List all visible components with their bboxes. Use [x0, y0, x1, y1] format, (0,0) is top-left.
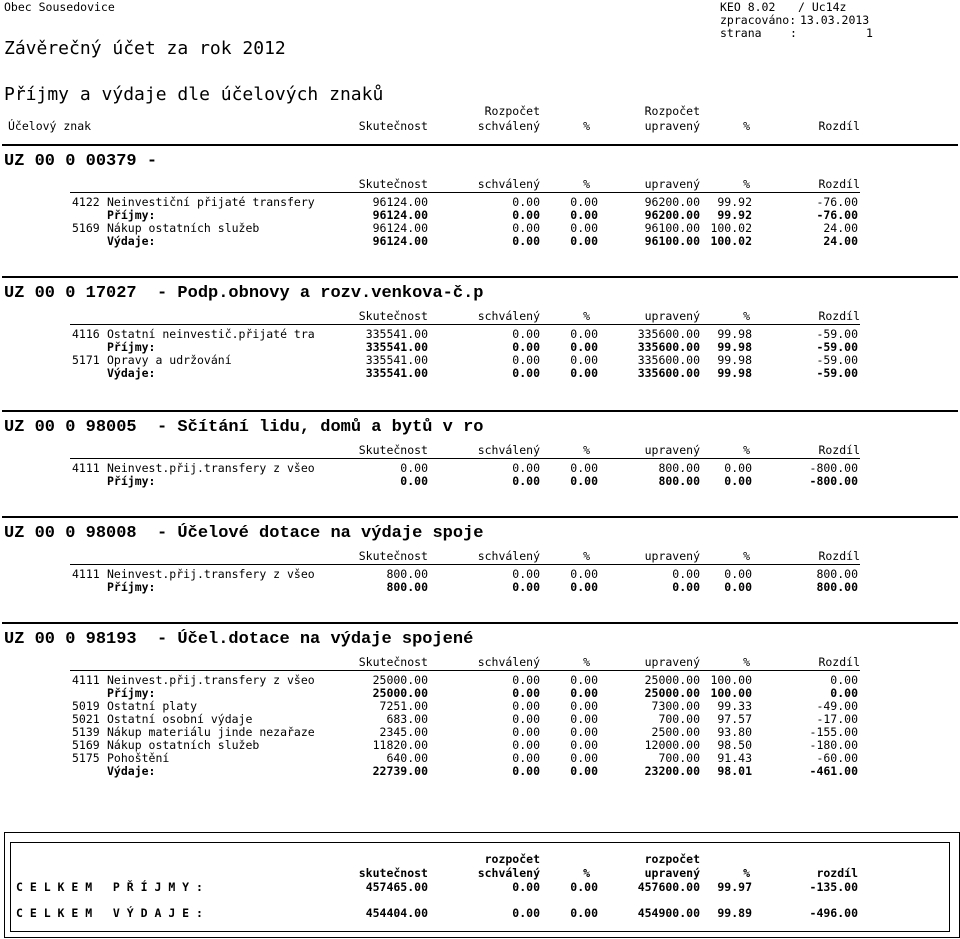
section-head-skutecnost: Skutečnost: [358, 443, 428, 457]
row-upr: 96200.00: [644, 195, 700, 209]
totals-skut: 457465.00: [365, 880, 428, 894]
row-schv: 0.00: [512, 567, 540, 581]
row-p1: 0.00: [570, 340, 598, 354]
row-p1: 0.00: [570, 461, 598, 475]
totals-head-rozdil: rozdíl: [816, 866, 858, 880]
row-p2: 99.98: [717, 340, 752, 354]
section-head-upraveny: upravený: [644, 549, 700, 563]
section-top-rule: [2, 144, 958, 146]
totals-skut: 454404.00: [365, 906, 428, 920]
totals-upr: 454900.00: [637, 906, 700, 920]
page-label: strana: [720, 26, 762, 40]
section-head-rozdil: Rozdíl: [818, 177, 860, 191]
row-skut: 22739.00: [372, 764, 428, 778]
section-head-schvaleny: schválený: [477, 177, 540, 191]
row-p1: 0.00: [570, 327, 598, 341]
section-top-rule: [2, 410, 958, 412]
row-p2: 100.02: [710, 234, 752, 248]
row-p1: 0.00: [570, 725, 598, 739]
section-head-schvaleny: schválený: [477, 655, 540, 669]
section-head-skutecnost: Skutečnost: [358, 655, 428, 669]
colhead-upraveny: upravený: [644, 119, 700, 133]
row-rozdil: 800.00: [816, 580, 858, 594]
row-code: 5169: [72, 738, 100, 752]
totals-p2: 99.97: [717, 880, 752, 894]
row-rozdil: -800.00: [809, 461, 858, 475]
row-skut: 96124.00: [372, 208, 428, 222]
row-p2: 100.00: [710, 686, 752, 700]
colhead-pct-1: %: [583, 119, 590, 133]
row-p1: 0.00: [570, 673, 598, 687]
row-p2: 0.00: [724, 461, 752, 475]
row-schv: 0.00: [512, 712, 540, 726]
row-subtotal-label: Příjmy:: [107, 208, 156, 222]
row-rozdil: -59.00: [816, 353, 858, 367]
colhead-rozdil: Rozdíl: [818, 119, 860, 133]
row-p2: 99.33: [717, 699, 752, 713]
report-title: Závěrečný účet za rok 2012: [4, 38, 286, 59]
row-name: Neinvest.přij.transfery z všeo: [107, 461, 315, 475]
row-subtotal-label: Výdaje:: [107, 366, 156, 380]
row-rozdil: 24.00: [823, 234, 858, 248]
row-skut: 96124.00: [372, 195, 428, 209]
colhead-pct-2: %: [743, 119, 750, 133]
row-code: 5169: [72, 221, 100, 235]
row-rozdil: 0.00: [830, 673, 858, 687]
section-head-pct-2: %: [743, 443, 750, 457]
totals-head-schvaleny: schválený: [477, 866, 540, 880]
row-name: Neinvestiční přijaté transfery: [107, 195, 315, 209]
row-p2: 100.00: [710, 673, 752, 687]
row-code: 4116: [72, 327, 100, 341]
section-head-pct-2: %: [743, 177, 750, 191]
row-schv: 0.00: [512, 751, 540, 765]
row-p2: 98.50: [717, 738, 752, 752]
row-p2: 99.98: [717, 366, 752, 380]
totals-rozdil: -496.00: [809, 906, 858, 920]
row-skut: 25000.00: [372, 686, 428, 700]
section-head-pct-2: %: [743, 309, 750, 323]
row-p1: 0.00: [570, 208, 598, 222]
row-upr: 800.00: [658, 474, 700, 488]
row-code: 4111: [72, 567, 100, 581]
row-schv: 0.00: [512, 686, 540, 700]
section-title: UZ 00 0 00379 -: [4, 152, 158, 171]
row-schv: 0.00: [512, 461, 540, 475]
page-number: 1: [866, 26, 873, 40]
row-skut: 640.00: [386, 751, 428, 765]
row-skut: 800.00: [386, 567, 428, 581]
section-top-rule: [2, 516, 958, 518]
row-p1: 0.00: [570, 353, 598, 367]
totals-p1: 0.00: [570, 880, 598, 894]
row-p1: 0.00: [570, 699, 598, 713]
row-schv: 0.00: [512, 353, 540, 367]
row-name: Neinvest.přij.transfery z všeo: [107, 567, 315, 581]
row-code: 4122: [72, 195, 100, 209]
section-top-rule: [2, 276, 958, 278]
row-name: Neinvest.přij.transfery z všeo: [107, 673, 315, 687]
row-name: Pohoštění: [107, 751, 170, 765]
row-rozdil: -59.00: [816, 340, 858, 354]
row-p2: 0.00: [724, 474, 752, 488]
report-subtitle: Příjmy a výdaje dle účelových znaků: [4, 84, 384, 105]
row-p1: 0.00: [570, 221, 598, 235]
section-title: UZ 00 0 98005 - Sčítání lidu, domů a bytů v ro: [4, 418, 484, 437]
section-head-rozdil: Rozdíl: [818, 549, 860, 563]
colhead-ucel: Účelový znak: [8, 119, 92, 133]
row-schv: 0.00: [512, 340, 540, 354]
totals-upr: 457600.00: [637, 880, 700, 894]
row-skut: 7251.00: [379, 699, 428, 713]
row-p1: 0.00: [570, 686, 598, 700]
colhead-rozpocet-2: Rozpočet: [644, 104, 700, 118]
processed-label: zpracováno:: [720, 13, 797, 27]
totals-p2: 99.89: [717, 906, 752, 920]
report-code: / Uc14z: [798, 0, 847, 14]
keo-version: KEO 8.02: [720, 0, 776, 14]
row-p2: 100.02: [710, 221, 752, 235]
totals-head-pct-1: %: [583, 866, 590, 880]
section-head-upraveny: upravený: [644, 309, 700, 323]
row-schv: 0.00: [512, 580, 540, 594]
section-top-rule: [2, 622, 958, 624]
row-upr: 335600.00: [637, 366, 700, 380]
org-name: Obec Sousedovice: [4, 0, 115, 14]
row-upr: 7300.00: [651, 699, 700, 713]
section-head-rozdil: Rozdíl: [818, 443, 860, 457]
row-rozdil: -17.00: [816, 712, 858, 726]
row-schv: 0.00: [512, 764, 540, 778]
row-subtotal-label: Příjmy:: [107, 474, 156, 488]
section-head-upraveny: upravený: [644, 177, 700, 191]
row-p1: 0.00: [570, 751, 598, 765]
row-code: 4111: [72, 461, 100, 475]
totals-head-pct-2: %: [743, 866, 750, 880]
section-head-pct-2: %: [743, 655, 750, 669]
row-upr: 335600.00: [637, 353, 700, 367]
row-skut: 2345.00: [379, 725, 428, 739]
totals-head-upraveny: upravený: [644, 866, 700, 880]
section-head-skutecnost: Skutečnost: [358, 177, 428, 191]
section-head-rule: [70, 192, 860, 193]
row-p1: 0.00: [570, 234, 598, 248]
section-head-rozdil: Rozdíl: [818, 655, 860, 669]
row-upr: 96100.00: [644, 234, 700, 248]
row-subtotal-label: Výdaje:: [107, 234, 156, 248]
row-rozdil: -155.00: [809, 725, 858, 739]
section-title: UZ 00 0 98193 - Účel.dotace na výdaje spojené: [4, 630, 474, 649]
row-rozdil: -461.00: [809, 764, 858, 778]
row-upr: 700.00: [658, 712, 700, 726]
section-head-pct-1: %: [583, 655, 590, 669]
row-skut: 0.00: [400, 474, 428, 488]
row-upr: 25000.00: [644, 673, 700, 687]
row-schv: 0.00: [512, 208, 540, 222]
section-head-pct-1: %: [583, 177, 590, 191]
row-schv: 0.00: [512, 327, 540, 341]
section-head-rozdil: Rozdíl: [818, 309, 860, 323]
row-rozdil: -76.00: [816, 208, 858, 222]
row-rozdil: -180.00: [809, 738, 858, 752]
totals-schv: 0.00: [512, 880, 540, 894]
row-upr: 2500.00: [651, 725, 700, 739]
row-skut: 0.00: [400, 461, 428, 475]
section-head-schvaleny: schválený: [477, 309, 540, 323]
row-subtotal-label: Příjmy:: [107, 686, 156, 700]
row-rozdil: -59.00: [816, 327, 858, 341]
row-rozdil: 800.00: [816, 567, 858, 581]
totals-p1: 0.00: [570, 906, 598, 920]
row-p2: 99.92: [717, 195, 752, 209]
row-upr: 335600.00: [637, 327, 700, 341]
row-skut: 335541.00: [365, 353, 428, 367]
row-upr: 96100.00: [644, 221, 700, 235]
row-upr: 335600.00: [637, 340, 700, 354]
row-p2: 99.92: [717, 208, 752, 222]
totals-schv: 0.00: [512, 906, 540, 920]
row-p2: 0.00: [724, 567, 752, 581]
row-schv: 0.00: [512, 673, 540, 687]
row-rozdil: 24.00: [823, 221, 858, 235]
section-head-schvaleny: schválený: [477, 549, 540, 563]
row-upr: 12000.00: [644, 738, 700, 752]
totals-head-rozpocet-2: rozpočet: [644, 852, 700, 866]
page-separator: :: [790, 26, 797, 40]
row-skut: 25000.00: [372, 673, 428, 687]
row-subtotal-label: Příjmy:: [107, 580, 156, 594]
totals-label: C E L K E M P Ř Í J M Y :: [16, 880, 203, 894]
row-code: 5019: [72, 699, 100, 713]
section-head-rule: [70, 670, 860, 671]
row-p1: 0.00: [570, 712, 598, 726]
row-p1: 0.00: [570, 474, 598, 488]
row-p1: 0.00: [570, 580, 598, 594]
row-code: 5171: [72, 353, 100, 367]
row-rozdil: -60.00: [816, 751, 858, 765]
row-skut: 96124.00: [372, 221, 428, 235]
row-p1: 0.00: [570, 366, 598, 380]
row-upr: 25000.00: [644, 686, 700, 700]
section-title: UZ 00 0 17027 - Podp.obnovy a rozv.venkova-č.p: [4, 284, 484, 303]
section-head-rule: [70, 458, 860, 459]
row-schv: 0.00: [512, 725, 540, 739]
row-name: Ostatní osobní výdaje: [107, 712, 253, 726]
row-p2: 93.80: [717, 725, 752, 739]
row-skut: 11820.00: [372, 738, 428, 752]
totals-head-skutecnost: skutečnost: [358, 866, 428, 880]
row-p2: 98.01: [717, 764, 752, 778]
colhead-skutecnost: Skutečnost: [358, 119, 428, 133]
row-p2: 0.00: [724, 580, 752, 594]
row-skut: 800.00: [386, 580, 428, 594]
row-code: 5175: [72, 751, 100, 765]
row-p1: 0.00: [570, 738, 598, 752]
row-upr: 700.00: [658, 751, 700, 765]
row-schv: 0.00: [512, 366, 540, 380]
section-head-pct-1: %: [583, 443, 590, 457]
row-upr: 0.00: [672, 567, 700, 581]
row-rozdil: -49.00: [816, 699, 858, 713]
section-head-pct-1: %: [583, 309, 590, 323]
row-name: Nákup materiálu jinde nezařaze: [107, 725, 315, 739]
totals-rozdil: -135.00: [809, 880, 858, 894]
processed-date: 13.03.2013: [800, 13, 870, 27]
section-head-pct-1: %: [583, 549, 590, 563]
row-p1: 0.00: [570, 195, 598, 209]
row-p2: 99.98: [717, 353, 752, 367]
row-upr: 0.00: [672, 580, 700, 594]
row-code: 5139: [72, 725, 100, 739]
row-schv: 0.00: [512, 221, 540, 235]
totals-label: C E L K E M V Ý D A J E :: [16, 906, 203, 920]
row-schv: 0.00: [512, 699, 540, 713]
row-upr: 800.00: [658, 461, 700, 475]
row-p1: 0.00: [570, 567, 598, 581]
section-head-rule: [70, 324, 860, 325]
row-rozdil: -76.00: [816, 195, 858, 209]
section-head-upraveny: upravený: [644, 443, 700, 457]
row-schv: 0.00: [512, 474, 540, 488]
row-p2: 99.98: [717, 327, 752, 341]
row-rozdil: -800.00: [809, 474, 858, 488]
row-upr: 23200.00: [644, 764, 700, 778]
section-head-rule: [70, 564, 860, 565]
row-schv: 0.00: [512, 195, 540, 209]
section-head-schvaleny: schválený: [477, 443, 540, 457]
row-subtotal-label: Příjmy:: [107, 340, 156, 354]
row-code: 4111: [72, 673, 100, 687]
row-name: Ostatní neinvestič.přijaté tra: [107, 327, 315, 341]
section-title: UZ 00 0 98008 - Účelové dotace na výdaje spoje: [4, 524, 484, 543]
row-p2: 97.57: [717, 712, 752, 726]
totals-head-rozpocet-1: rozpočet: [484, 852, 540, 866]
colhead-rozpocet-1: Rozpočet: [484, 104, 540, 118]
row-code: 5021: [72, 712, 100, 726]
section-head-skutecnost: Skutečnost: [358, 549, 428, 563]
row-name: Nákup ostatních služeb: [107, 738, 260, 752]
row-skut: 683.00: [386, 712, 428, 726]
row-skut: 335541.00: [365, 366, 428, 380]
row-name: Ostatní platy: [107, 699, 198, 713]
section-head-pct-2: %: [743, 549, 750, 563]
row-subtotal-label: Výdaje:: [107, 764, 156, 778]
row-name: Nákup ostatních služeb: [107, 221, 260, 235]
row-p2: 91.43: [717, 751, 752, 765]
section-head-skutecnost: Skutečnost: [358, 309, 428, 323]
row-name: Opravy a udržování: [107, 353, 232, 367]
row-skut: 96124.00: [372, 234, 428, 248]
row-p1: 0.00: [570, 764, 598, 778]
row-schv: 0.00: [512, 234, 540, 248]
row-skut: 335541.00: [365, 327, 428, 341]
row-rozdil: 0.00: [830, 686, 858, 700]
row-schv: 0.00: [512, 738, 540, 752]
row-rozdil: -59.00: [816, 366, 858, 380]
section-head-upraveny: upravený: [644, 655, 700, 669]
colhead-schvaleny: schválený: [477, 119, 540, 133]
row-skut: 335541.00: [365, 340, 428, 354]
row-upr: 96200.00: [644, 208, 700, 222]
